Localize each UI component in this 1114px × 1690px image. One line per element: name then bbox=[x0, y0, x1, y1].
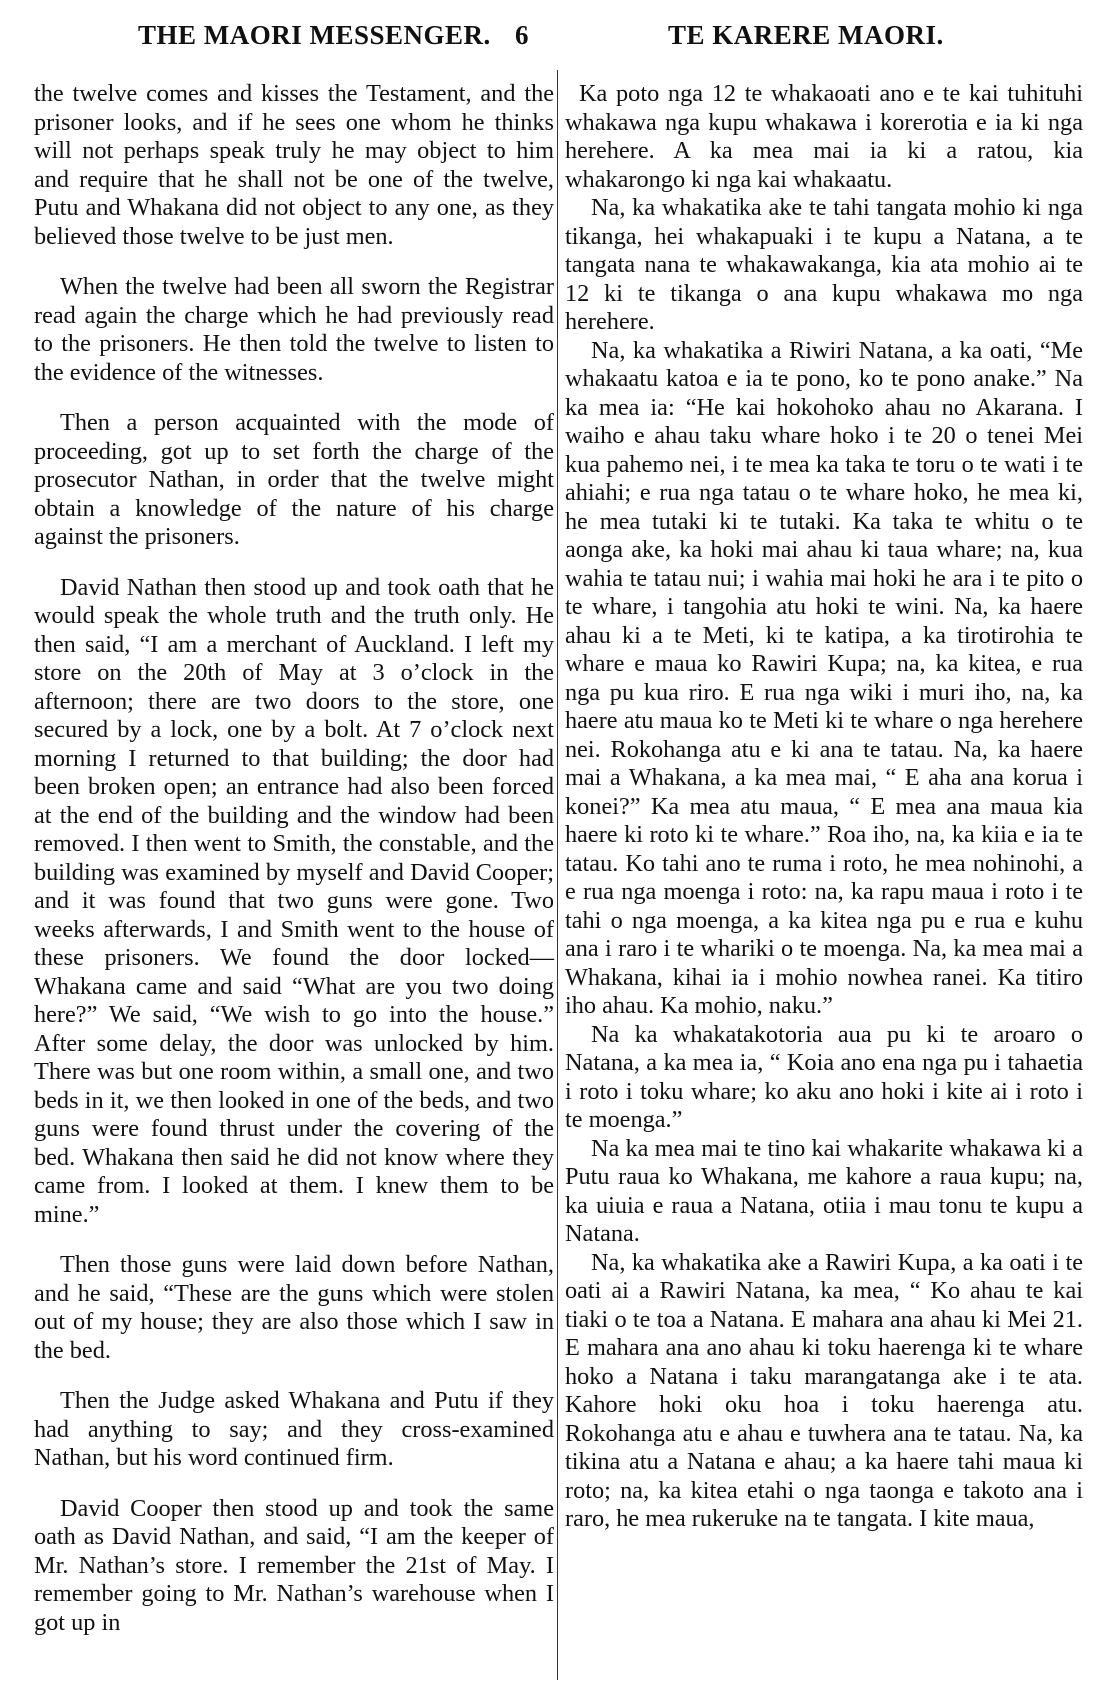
maori-masthead-title: TE KARERE MAORI. bbox=[668, 20, 944, 50]
paragraph: Na ka mea mai te tino kai whakarite whakawa ki a Putu raua ko Whakana, me kahore a raua kupu; na, ka uiuia e raua a Natana, otiia i mau tonu te kupu a Natana. bbox=[565, 1134, 1083, 1247]
paragraph: Na, ka whakatika a Riwiri Natana, a ka oati, “Me whakaatu katoa e ia te pono, ko te pono anake.” Na ka mea ia: “He kai hokohoko ahau no Akarana. I waiho e ahau taku whare hoko i te 20 o tenei Mei kua pahemo nei, i te mea ka taka te toru o te wati i te ahiahi; e rua nga tatau o te whare hoko, he mea ki, he mea tutaki ki te tutaki. Ka taka te whitu o te aonga ake, ka hoki mai ahau ki taua whare; na, kua wahia te tatau nui; i wahia mai hoki he ara i te pito o te whare, i tangohia atu hoki te wini. Na, ka haere ahau ki a te Meti, ki te katipa, a ka tirotirohia te whare e maua ko Rawiri Kupa; na, ka kitea, e rua nga pu kua riro. E rua nga wiki i muri iho, na, ka haere atu maua ko te Meti ki te whare o nga herehere nei. Rokohanga atu e ki ana te tatau. Na, ka haere mai a Whakana, a ka mea mai, “ E aha ana korua i konei?” Ka mea atu maua, “ E mea ana maua kia haere ki roto ki te whare.” Roa iho, na, ka kiia e ia te tatau. Ko tahi ano te ruma i roto, he mea nohinohi, a e rua nga moenga i roto: na, ka rapu maua i roto i te tahi o nga moenga, a ka kitea nga pu e rua e kuhu ana i raro i te whariki o te moenga. Na, ka mea mai a Whakana, kihai ia i mohio nowhea ranei. Ka titiro iho ahau. Ka mohio, naku.” bbox=[565, 336, 1083, 1019]
paragraph: the twelve comes and kisses the Testament, and the prisoner looks, and if he sees one whom he thinks will not perhaps speak truly he may object to him and require that he shall not be one of the twelve, Putu and Whakana did not object to any one, as they believed those twelve to be just men. bbox=[34, 80, 554, 250]
english-column bbox=[34, 80, 554, 1659]
paragraph: When the twelve had been all sworn the Registrar read again the charge which he had previously read to the prisoners. He then told the twelve to listen to the evidence of the witnesses. bbox=[34, 273, 554, 386]
paragraph: Ka poto nga 12 te whakaoati ano e te kai tuhituhi whakawa nga kupu whakawa i korerotia e ia ki nga herehere. A ka mea mai ia ki a ratou, kia whakarongo ki nga kai whakaatu. bbox=[565, 80, 1083, 193]
paragraph: Then the Judge asked Whakana and Putu if they had anything to say; and they cross-examined Nathan, but his word continued firm. bbox=[34, 1387, 554, 1471]
page-header bbox=[0, 12, 1114, 52]
paragraph: Then a person acquainted with the mode of proceeding, got up to set forth the charge of the prosecutor Nathan, in order that the twelve might obtain a knowledge of the nature of his charge against the prisoners. bbox=[34, 409, 554, 550]
paragraph: David Cooper then stood up and took the same oath as David Nathan, and said, “I am the keeper of Mr. Nathan’s store. I remember the 21st of May. I remember going to Mr. Nathan’s warehouse when I got up in bbox=[34, 1494, 554, 1636]
paragraph: Na, ka whakatika ake te tahi tangata mohio ki nga tikanga, hei whakapuaki i te kupu a Natana, a te tangata nana te whakawakanga, kia ata mohio ai te 12 ki te tikanga o ana kupu whakawa mo nga herehere. bbox=[565, 194, 1083, 335]
column-divider bbox=[557, 70, 558, 1680]
paragraph: Na, ka whakatika ake a Rawiri Kupa, a ka oati i te oati ai a Rawiri Natana, ka mea, “ Ko ahau te kai tiaki o te toa a Natana. E mahara ana ahau ki Mei 21. E mahara ana ano ahau ki toku haerenga ki te whare hoko a Natana i taku marangatanga ake i te ata. Kahore hoki oku hoa i toku haerenga atu. Rokohanga atu e ahau e tuwhera ana te tatau. Na, ka tikina atu a Natana e ahau; a ka haere tahi maua ki roto; na, ka kitea etahi o nga taonga e takoto ana i raro, he mea rukeruke na te tangata. I kite maua, bbox=[565, 1248, 1083, 1532]
paragraph: Na ka whakatakotoria aua pu ki te aroaro o Natana, a ka mea ia, “ Koia ano ena nga pu i tahaetia i roto i toku whare; ko aku ano hoki i kite ai i roto i te moenga.” bbox=[565, 1020, 1083, 1133]
page-number: 6 bbox=[515, 20, 529, 50]
paragraph: Then those guns were laid down before Nathan, and he said, “These are the guns which were stolen out of my house; they are also those which I saw in the bed. bbox=[34, 1251, 554, 1364]
maori-column bbox=[565, 80, 1083, 1534]
paragraph: David Nathan then stood up and took oath that he would speak the whole truth and the truth only. He then said, “I am a merchant of Auckland. I left my store on the 20th of May at 3 o’clock in the afternoon; there are two doors to the store, one secured by a lock, one by a bolt. At 7 o’clock next morning I returned to that building; the door had been broken open; an entrance had also been forced at the end of the building and the window had been removed. I then went to Smith, the constable, and the building was examined by myself and David Cooper; and it was found that two guns were gone. Two weeks afterwards, I and Smith went to the house of these prisoners. We found the door locked—Whakana came and said “What are you two doing here?” We said, “We wish to go into the house.” After some delay, the door was unlocked by him. There was but one room within, a small one, and two beds in it, we then looked in one of the beds, and two guns were found thrust under the covering of the bed. Whakana then said he did not know where they came from. I looked at them. I knew them to be mine.” bbox=[34, 573, 554, 1228]
english-masthead-title: THE MAORI MESSENGER. bbox=[138, 20, 491, 50]
